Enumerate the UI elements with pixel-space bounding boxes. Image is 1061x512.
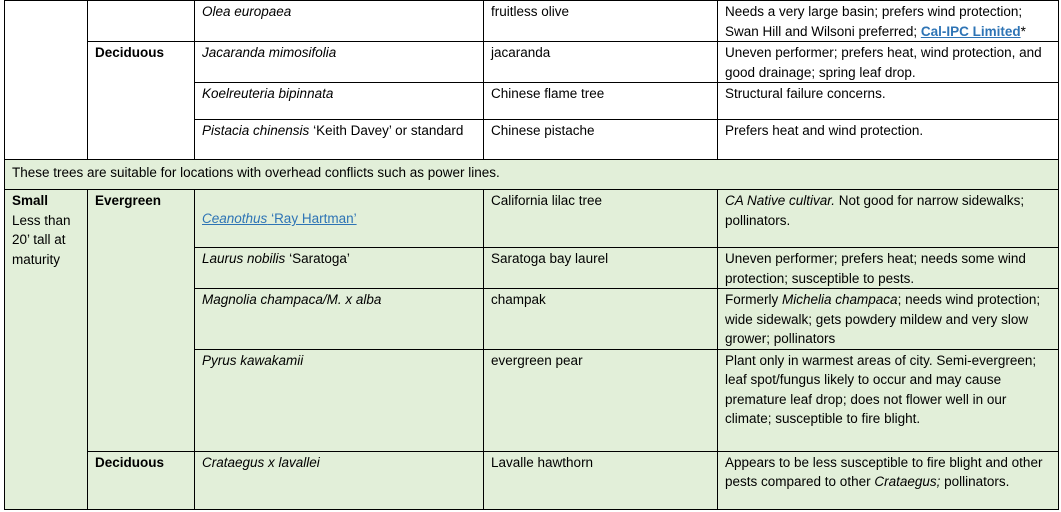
size-description: Less than 20’ tall at maturity (12, 212, 71, 267)
cultivar-name: ‘Saratoga’ (285, 251, 350, 266)
type-label-deciduous: Deciduous (88, 42, 195, 160)
notes-cell: Uneven performer; prefers heat; needs some wind protection; susceptible to pests. (718, 248, 1059, 289)
common-name: jacaranda (484, 42, 718, 83)
scientific-cell (195, 248, 484, 289)
cultivar-name: ‘Keith Davey’ or standard (309, 123, 464, 138)
size-cell-empty (5, 1, 88, 160)
tree-list-table (4, 0, 1059, 510)
scientific-name: Laurus nobilis (202, 251, 286, 266)
notes-cell (718, 451, 1059, 509)
size-label: Small (12, 193, 49, 208)
common-name: champak (484, 289, 718, 350)
common-name: evergreen pear (484, 349, 718, 451)
notes-cell (718, 1, 1059, 42)
ceanothus-link[interactable]: Ceanothus ‘Ray Hartman’ (202, 211, 357, 227)
scientific-name: Olea europaea (195, 1, 484, 42)
common-name: Chinese pistache (484, 120, 718, 160)
type-cell-empty (88, 1, 195, 42)
notes-italic: Michelia champaca (782, 292, 898, 307)
notes-italic: Crataegus; (874, 474, 941, 489)
common-name: California lilac tree (484, 190, 718, 248)
common-name: Lavalle hawthorn (484, 451, 718, 509)
notes-italic: CA Native cultivar. (725, 193, 836, 208)
type-label-evergreen: Evergreen (88, 190, 195, 452)
scientific-name: Koelreuteria bipinnata (195, 83, 484, 120)
notes-suffix: pollinators. (940, 474, 1010, 489)
scientific-name: Jacaranda mimosifolia (195, 42, 484, 83)
notes-cell: Plant only in warmest areas of city. Semi-evergreen; leaf spot/fungus likely to occur and may cause premature leaf drop; does not flower well in our climate; susceptible to fire blight. (718, 349, 1059, 451)
scientific-cell (195, 120, 484, 160)
notes-cell (718, 190, 1059, 248)
notes-text: Formerly (725, 292, 782, 307)
scientific-name: Crataegus x lavallei (195, 451, 484, 509)
cal-ipc-link[interactable]: Cal-IPC Limited (920, 23, 1021, 39)
notes-cell: Uneven performer; prefers heat, wind protection, and good drainage; spring leaf drop. (718, 42, 1059, 83)
notes-cell (718, 289, 1059, 350)
scientific-name: Magnolia champaca/M. x alba (195, 289, 484, 350)
notes-suffix: ; needs wind protection; wide sidewalk; gets powdery mildew and very slow grower; pollinators (725, 292, 1041, 346)
table-row (5, 451, 1059, 509)
notes-text: Not good for narrow sidewalks; pollinators. (725, 193, 1025, 228)
notes-suffix: * (1020, 23, 1026, 39)
scientific-name: Pyrus kawakamii (195, 349, 484, 451)
size-cell (5, 190, 88, 510)
scientific-name: Pistacia chinensis (202, 123, 310, 138)
table-row (5, 42, 1059, 83)
notes-cell: Structural failure concerns. (718, 83, 1059, 120)
notes-text: Needs a very large basin; prefers wind protection; Swan Hill and Wilsoni preferred; (725, 4, 1023, 39)
notes-text: Appears to be less susceptible to fire blight and other pests compared to other (725, 454, 1043, 489)
common-name: Saratoga bay laurel (484, 248, 718, 289)
notes-cell: Prefers heat and wind protection. (718, 120, 1059, 160)
scientific-cell (195, 190, 484, 248)
table-row (5, 190, 1059, 248)
section-note: These trees are suitable for locations with overhead conflicts such as power lines. (5, 160, 1059, 190)
table-row (5, 160, 1059, 190)
common-name: Chinese flame tree (484, 83, 718, 120)
table-row (5, 1, 1059, 42)
type-label-deciduous: Deciduous (88, 451, 195, 509)
common-name: fruitless olive (484, 1, 718, 42)
